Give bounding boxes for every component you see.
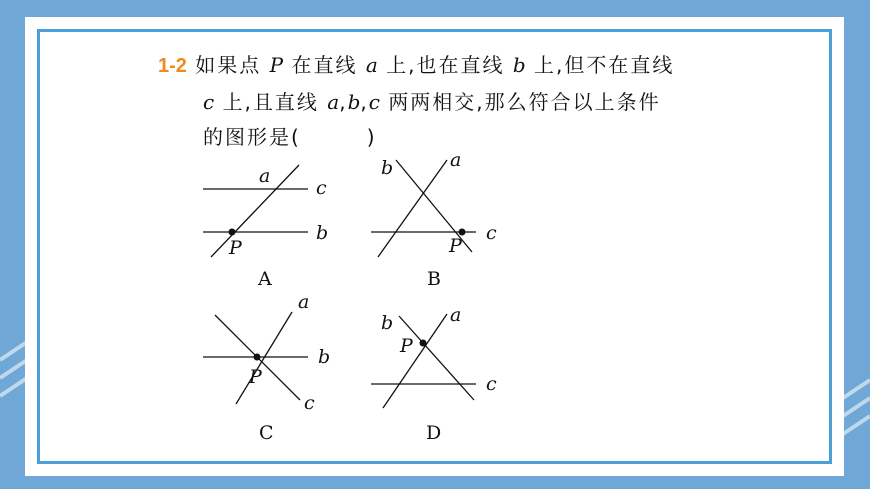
question-line-3: 的图形是( )	[203, 125, 377, 149]
fig-d-label-b: b	[381, 312, 394, 334]
fig-a-label-c: c	[316, 177, 327, 199]
fig-c-label-c: c	[304, 392, 315, 414]
fig-b-label-b: b	[381, 157, 394, 179]
fig-b-label-c: c	[486, 222, 497, 244]
fig-d-caption: D	[426, 422, 442, 444]
figure-c	[203, 291, 330, 444]
figure-d	[371, 304, 497, 444]
fig-c-label-p: P	[249, 366, 262, 388]
fig-a-point-p	[229, 229, 236, 236]
fig-c-line-a	[236, 312, 292, 404]
fig-c-label-a: a	[298, 291, 310, 313]
fig-a-line-a	[211, 165, 299, 257]
fig-a-label-p: P	[229, 237, 242, 259]
fig-d-label-c: c	[486, 373, 497, 395]
fig-c-point-p	[254, 354, 261, 361]
figure-a	[203, 165, 328, 290]
fig-b-label-p: P	[449, 235, 462, 257]
fig-d-label-p: P	[400, 335, 413, 357]
fig-d-point-p	[420, 340, 427, 347]
question-number: 1-2	[158, 55, 187, 77]
fig-d-label-a: a	[450, 304, 462, 326]
question-line-2: c 上,且直线 a,b,c 两两相交,那么符合以上条件	[203, 90, 661, 114]
fig-a-label-a: a	[259, 165, 271, 187]
fig-a-label-b: b	[316, 222, 329, 244]
fig-b-label-a: a	[450, 149, 462, 171]
fig-c-caption: C	[259, 422, 274, 444]
fig-a-caption: A	[258, 268, 272, 290]
figure-b	[371, 149, 497, 290]
fig-c-label-b: b	[318, 346, 331, 368]
fig-b-caption: B	[427, 268, 441, 290]
question-line-1: 1-2 如果点 P 在直线 a 上,也在直线 b 上,但不在直线	[158, 53, 675, 77]
